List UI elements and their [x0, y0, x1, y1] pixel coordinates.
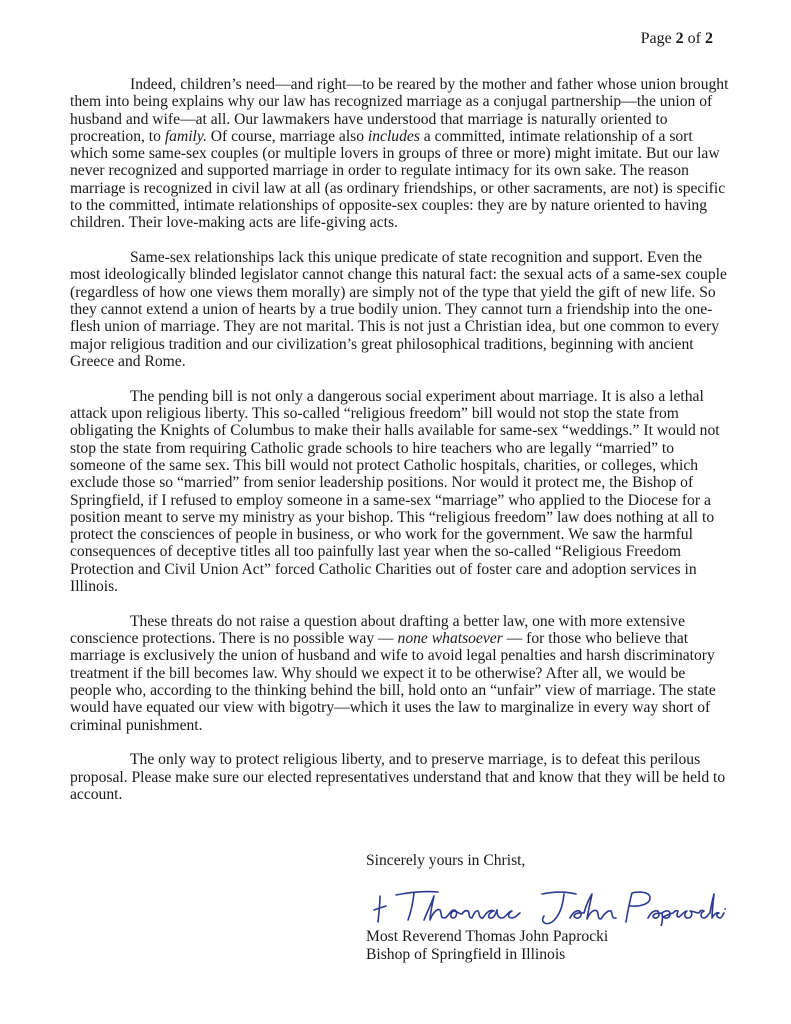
paragraph-1-emphasis-family: family. — [164, 127, 207, 145]
paragraph-3: The pending bill is not only a dangerous social experiment about marriage. It is also a lethal attack upon religious liberty. This so-called “religious freedom” bill would not stop the state from obligating the Knights of Columbus to make their halls available for same-sex “weddings.” It would not stop the state from requiring Catholic grade schools to hire teachers who are legally “married” to someone of the same sex. This bill would not protect Catholic hospitals, charities, or colleges, which exclude those so “married” from senior leadership positions. Nor would it protect me, the Bishop of Springfield, if I refused to employ someone in a same-sex “marriage” who applied to the Diocese for a position meant to serve my ministry as your bishop. This “religious freedom” law does nothing at all to protect the consciences of people in business, or who work for the government. We saw the harmful consequences of deceptive titles all too painfully last year when the so-called “Religious Freedom Protection and Civil Union Act” forced Catholic Charities out of foster care and adoption services in Illinois. — [70, 387, 720, 596]
paragraph-1-text-a: Indeed, children’s need—and right—to be reared by the mother and father whose union brought them into being explains why our law has recognized marriage as a conjugal partnership—the union of husband and wife—at all. Our lawmakers have understood that marriage is naturally oriented to procreation, to — [70, 76, 729, 145]
handwritten-signature — [366, 880, 726, 926]
salutation: Sincerely yours in Christ, — [366, 852, 526, 869]
page-total: 2 — [705, 30, 713, 47]
page-number — [641, 30, 713, 48]
paragraph-4-text-a: These threats do not raise a question about drafting a better law, one with more extensive conscience protections. There is no possible way — — [70, 612, 685, 648]
paragraph-1-text-c: Of course, marriage also — [206, 127, 368, 145]
paragraph-1 — [70, 76, 730, 232]
paragraph-4 — [70, 613, 730, 734]
closing-salutation — [366, 852, 525, 870]
paragraph-2: Same-sex relationships lack this unique predicate of state recognition and support. Even the most ideologically blinded legislator cannot change this natural fact: the sexual acts of a same-sex couple (regardless of how one views them morally) are simply not of the type that yield the gift of new life. So they cannot extend a union of hearts by a true bodily union. They cannot turn a friendship into the one-flesh union of marriage. They are not marital. This is not just a Christian idea, but one common to every major religious tradition and our civilization’s great philosophical traditions, beginning with ancient Greece and Rome. — [70, 249, 727, 370]
paragraph-4-text-c: — for those who believe that marriage is exclusively the union of husband and wife to avoid legal penalties and harsh discriminatory treatment if the bill becomes law. Why should we expect it to be otherwise? After all, we would be people who, according to the thinking behind the bill, hold onto an “unfair” view of marriage. The state would have equated our view with bigotry—which it uses the law to marginalize in every way short of criminal punishment. — [70, 630, 716, 734]
page-current: 2 — [675, 30, 684, 47]
signer-name: Most Reverend Thomas John Paprocki — [366, 928, 609, 945]
paragraph-1-text-e: a committed, intimate relationship of a sort which some same-sex couples (or multiple lovers in groups of three or more) might imitate. But our law never recognized and supported marriage in order to regulate intimacy for its own sake. The reason marriage is recognized in civil law at all (as ordinary friendships, or other sacraments, are not) is specific to the committed, intimate relationships of opposite-sex couples: they are by nature oriented to having children. Their love-making acts are life-giving acts. — [70, 127, 726, 232]
paragraph-1-emphasis-includes: includes — [367, 127, 420, 145]
letter-body — [70, 76, 730, 821]
signer-title: Bishop of Springfield in Illinois — [366, 945, 566, 963]
page-of-label: of — [687, 30, 701, 47]
page-label: Page — [640, 30, 672, 47]
paragraph-4-emphasis: none whatsoever — [397, 630, 503, 648]
paragraph-5: The only way to protect religious liberty, and to preserve marriage, is to defeat this perilous proposal. Please make sure our elected representatives understand that and know that they will be held to account. — [70, 751, 726, 803]
signature-block — [366, 928, 608, 963]
